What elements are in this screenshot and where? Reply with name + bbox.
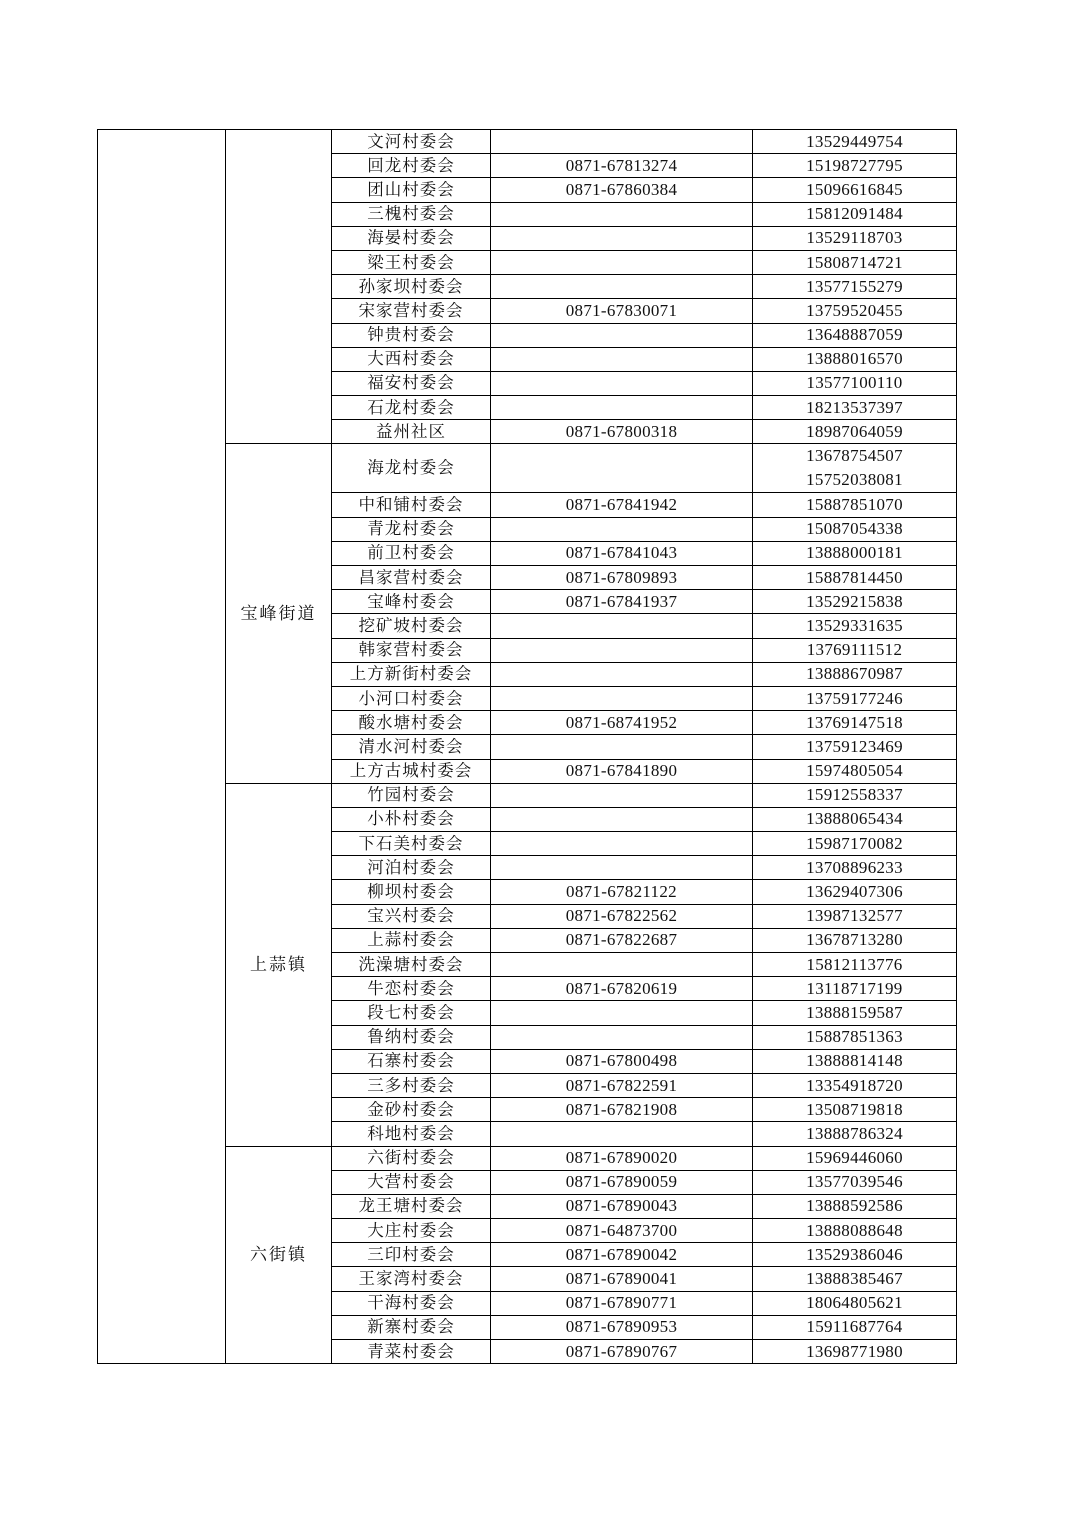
- office-phone-cell: [491, 1122, 753, 1146]
- mobile-phone-cell: 13769111512: [753, 638, 957, 662]
- mobile-phone-cell: 13888159587: [753, 1001, 957, 1025]
- village-name-cell: 段七村委会: [332, 1001, 491, 1025]
- office-phone-cell: [491, 807, 753, 831]
- mobile-phone-cell: 13508719818: [753, 1098, 957, 1122]
- village-name-cell: 孙家坝村委会: [332, 275, 491, 299]
- office-phone-cell: 0871-67890059: [491, 1170, 753, 1194]
- mobile-phone-cell: 15808714721: [753, 250, 957, 274]
- township-cell: 宝峰街道: [226, 444, 332, 783]
- township-cell: 上蒜镇: [226, 783, 332, 1146]
- office-phone-cell: 0871-67890767: [491, 1340, 753, 1364]
- office-phone-cell: [491, 517, 753, 541]
- office-phone-cell: 0871-67822562: [491, 904, 753, 928]
- office-phone-cell: 0871-67809893: [491, 566, 753, 590]
- mobile-phone-cell: 13888385467: [753, 1267, 957, 1291]
- office-phone-cell: 0871-67822591: [491, 1073, 753, 1097]
- mobile-phone-cell: 13354918720: [753, 1073, 957, 1097]
- office-phone-cell: 0871-67800498: [491, 1049, 753, 1073]
- office-phone-cell: [491, 662, 753, 686]
- village-name-cell: 科地村委会: [332, 1122, 491, 1146]
- village-name-cell: 干海村委会: [332, 1291, 491, 1315]
- village-name-cell: 福安村委会: [332, 371, 491, 395]
- office-phone-cell: [491, 614, 753, 638]
- mobile-phone-cell: 13759520455: [753, 299, 957, 323]
- office-phone-cell: [491, 250, 753, 274]
- village-name-cell: 下石美村委会: [332, 832, 491, 856]
- village-name-cell: 梁王村委会: [332, 250, 491, 274]
- mobile-phone-cell: 13888592586: [753, 1194, 957, 1218]
- township-cell: [226, 130, 332, 444]
- village-name-cell: 团山村委会: [332, 178, 491, 202]
- village-name-cell: 昌家营村委会: [332, 566, 491, 590]
- office-phone-cell: 0871-67860384: [491, 178, 753, 202]
- mobile-phone-cell: 18213537397: [753, 396, 957, 420]
- village-name-cell: 三印村委会: [332, 1243, 491, 1267]
- office-phone-cell: [491, 856, 753, 880]
- village-name-cell: 石寨村委会: [332, 1049, 491, 1073]
- office-phone-cell: [491, 347, 753, 371]
- mobile-phone-cell: 15198727795: [753, 154, 957, 178]
- office-phone-cell: [491, 638, 753, 662]
- mobile-phone-cell: 15974805054: [753, 759, 957, 783]
- village-name-cell: 鲁纳村委会: [332, 1025, 491, 1049]
- mobile-phone-cell: 13118717199: [753, 977, 957, 1001]
- office-phone-cell: [491, 735, 753, 759]
- village-name-cell: 小河口村委会: [332, 686, 491, 710]
- mobile-phone-cell: 13678713280: [753, 928, 957, 952]
- village-name-cell: 宋家营村委会: [332, 299, 491, 323]
- village-name-cell: 韩家营村委会: [332, 638, 491, 662]
- office-phone-cell: 0871-67800318: [491, 420, 753, 444]
- table-row: [98, 130, 957, 154]
- office-phone-cell: [491, 444, 753, 493]
- village-name-cell: 青菜村委会: [332, 1340, 491, 1364]
- village-name-cell: 龙王塘村委会: [332, 1194, 491, 1218]
- mobile-phone-cell: 15987170082: [753, 832, 957, 856]
- office-phone-cell: [491, 130, 753, 154]
- office-phone-cell: [491, 1025, 753, 1049]
- village-name-cell: 挖矿坡村委会: [332, 614, 491, 638]
- mobile-phone-cell: 13698771980: [753, 1340, 957, 1364]
- mobile-phone-cell: 13759177246: [753, 686, 957, 710]
- village-name-cell: 宝峰村委会: [332, 590, 491, 614]
- mobile-phone-cell: 13629407306: [753, 880, 957, 904]
- village-name-cell: 大营村委会: [332, 1170, 491, 1194]
- village-name-cell: 石龙村委会: [332, 396, 491, 420]
- mobile-phone-cell: 18987064059: [753, 420, 957, 444]
- office-phone-cell: 0871-67830071: [491, 299, 753, 323]
- office-phone-cell: 0871-67822687: [491, 928, 753, 952]
- mobile-phone-cell: 13529118703: [753, 226, 957, 250]
- mobile-phone-cell: 15887814450: [753, 566, 957, 590]
- village-name-cell: 中和铺村委会: [332, 493, 491, 517]
- village-name-cell: 上蒜村委会: [332, 928, 491, 952]
- mobile-phone-cell: 13529449754: [753, 130, 957, 154]
- mobile-phone-cell: 13888670987: [753, 662, 957, 686]
- village-name-cell: 六街村委会: [332, 1146, 491, 1170]
- office-phone-cell: [491, 371, 753, 395]
- office-phone-cell: [491, 275, 753, 299]
- village-name-cell: 回龙村委会: [332, 154, 491, 178]
- office-phone-cell: 0871-68741952: [491, 711, 753, 735]
- mobile-phone-cell: 15887851070: [753, 493, 957, 517]
- mobile-phone-cell: 15911687764: [753, 1315, 957, 1339]
- contact-table-body: [98, 130, 957, 1364]
- village-name-cell: 金砂村委会: [332, 1098, 491, 1122]
- mobile-phone-cell: 13769147518: [753, 711, 957, 735]
- village-name-cell: 柳坝村委会: [332, 880, 491, 904]
- mobile-phone-primary: 13678754507: [806, 446, 903, 466]
- office-phone-cell: [491, 953, 753, 977]
- mobile-phone-cell: 13577039546: [753, 1170, 957, 1194]
- office-phone-cell: [491, 323, 753, 347]
- office-phone-cell: [491, 1001, 753, 1025]
- table-row: [98, 1146, 957, 1170]
- office-phone-cell: [491, 783, 753, 807]
- office-phone-cell: [491, 396, 753, 420]
- township-cell: 六街镇: [226, 1146, 332, 1364]
- village-name-cell: 牛恋村委会: [332, 977, 491, 1001]
- office-phone-cell: 0871-67890042: [491, 1243, 753, 1267]
- office-phone-cell: 0871-67890953: [491, 1315, 753, 1339]
- mobile-phone-cell: 13888016570: [753, 347, 957, 371]
- mobile-phone-cell: 13987132577: [753, 904, 957, 928]
- office-phone-cell: 0871-67813274: [491, 154, 753, 178]
- village-name-cell: 酸水塘村委会: [332, 711, 491, 735]
- mobile-phone-cell: [753, 444, 957, 493]
- county-cell: [98, 130, 226, 1364]
- village-name-cell: 上方新街村委会: [332, 662, 491, 686]
- mobile-phone-cell: 15087054338: [753, 517, 957, 541]
- mobile-phone-cell: 18064805621: [753, 1291, 957, 1315]
- village-name-cell: 前卫村委会: [332, 541, 491, 565]
- office-phone-cell: 0871-67890043: [491, 1194, 753, 1218]
- office-phone-cell: [491, 226, 753, 250]
- village-name-cell: 三多村委会: [332, 1073, 491, 1097]
- village-name-cell: 三槐村委会: [332, 202, 491, 226]
- office-phone-cell: 0871-67821122: [491, 880, 753, 904]
- contact-table: [97, 129, 957, 1364]
- village-name-cell: 益州社区: [332, 420, 491, 444]
- village-name-cell: 文河村委会: [332, 130, 491, 154]
- mobile-phone-cell: 13529386046: [753, 1243, 957, 1267]
- table-row: [98, 783, 957, 807]
- mobile-phone-cell: 15812091484: [753, 202, 957, 226]
- village-name-cell: 大西村委会: [332, 347, 491, 371]
- office-phone-cell: 0871-64873700: [491, 1219, 753, 1243]
- village-name-cell: 大庄村委会: [332, 1219, 491, 1243]
- village-name-cell: 宝兴村委会: [332, 904, 491, 928]
- village-name-cell: 青龙村委会: [332, 517, 491, 541]
- village-name-cell: 河泊村委会: [332, 856, 491, 880]
- office-phone-cell: [491, 832, 753, 856]
- mobile-phone-cell: 13577155279: [753, 275, 957, 299]
- mobile-phone-cell: 15096616845: [753, 178, 957, 202]
- office-phone-cell: 0871-67890771: [491, 1291, 753, 1315]
- village-name-cell: 清水河村委会: [332, 735, 491, 759]
- village-name-cell: 新寨村委会: [332, 1315, 491, 1339]
- village-name-cell: 钟贵村委会: [332, 323, 491, 347]
- village-name-cell: 王家湾村委会: [332, 1267, 491, 1291]
- office-phone-cell: 0871-67821908: [491, 1098, 753, 1122]
- mobile-phone-secondary: 15752038081: [806, 470, 903, 490]
- office-phone-cell: [491, 202, 753, 226]
- office-phone-cell: [491, 686, 753, 710]
- village-name-cell: 小朴村委会: [332, 807, 491, 831]
- mobile-phone-cell: 13529215838: [753, 590, 957, 614]
- mobile-phone-cell: 13577100110: [753, 371, 957, 395]
- office-phone-cell: 0871-67841043: [491, 541, 753, 565]
- mobile-phone-cell: 15912558337: [753, 783, 957, 807]
- office-phone-cell: 0871-67820619: [491, 977, 753, 1001]
- office-phone-cell: 0871-67841937: [491, 590, 753, 614]
- mobile-phone-cell: 13888065434: [753, 807, 957, 831]
- mobile-phone-cell: 15812113776: [753, 953, 957, 977]
- office-phone-cell: 0871-67890041: [491, 1267, 753, 1291]
- office-phone-cell: 0871-67841942: [491, 493, 753, 517]
- mobile-phone-cell: 13708896233: [753, 856, 957, 880]
- mobile-phone-cell: 15887851363: [753, 1025, 957, 1049]
- mobile-phone-cell: 15969446060: [753, 1146, 957, 1170]
- mobile-phone-cell: 13888000181: [753, 541, 957, 565]
- mobile-phone-cell: 13888088648: [753, 1219, 957, 1243]
- office-phone-cell: 0871-67841890: [491, 759, 753, 783]
- office-phone-cell: 0871-67890020: [491, 1146, 753, 1170]
- village-name-cell: 竹园村委会: [332, 783, 491, 807]
- mobile-phone-cell: 13888786324: [753, 1122, 957, 1146]
- mobile-phone-cell: 13888814148: [753, 1049, 957, 1073]
- village-name-cell: 上方古城村委会: [332, 759, 491, 783]
- mobile-phone-cell: 13648887059: [753, 323, 957, 347]
- village-name-cell: 洗澡塘村委会: [332, 953, 491, 977]
- mobile-phone-cell: 13759123469: [753, 735, 957, 759]
- mobile-phone-cell: 13529331635: [753, 614, 957, 638]
- village-name-cell: 海晏村委会: [332, 226, 491, 250]
- village-name-cell: 海龙村委会: [332, 444, 491, 493]
